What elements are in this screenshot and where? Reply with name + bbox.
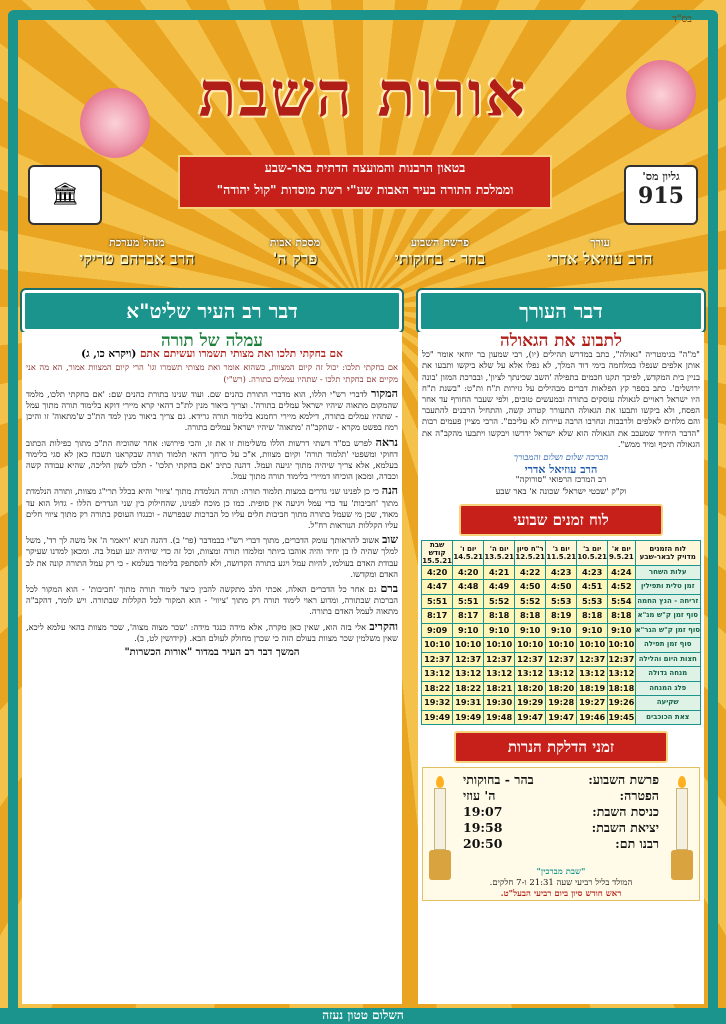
time-cell: 4:52 (608, 580, 635, 595)
weekly-times-table (421, 540, 701, 726)
time-cell: 10:10 (422, 638, 453, 653)
times-row (422, 623, 701, 638)
time-cell: 5:52 (515, 594, 546, 609)
candle-lighting-banner: זמני הדלקת הנרות (454, 731, 668, 763)
day-header: יום ג' 11.5.21 (546, 540, 577, 565)
times-row (422, 594, 701, 609)
signature-name: הרב עוזיאל אדרי (524, 463, 598, 477)
time-cell: 10:10 (608, 638, 635, 653)
times-row-label: סוף זמן ק"ש מג"א (635, 609, 700, 624)
time-cell: 12:37 (484, 652, 515, 667)
time-cell: 5:53 (577, 594, 608, 609)
editor-cell (520, 236, 680, 269)
time-cell: 18:22 (453, 681, 484, 696)
day-header: יום ב' 10.5.21 (577, 540, 608, 565)
times-row (422, 652, 701, 667)
time-cell: 12:37 (608, 652, 635, 667)
editor-column (418, 332, 704, 1004)
time-cell: 5:51 (453, 594, 484, 609)
continued-note: המשך דבר רב העיר במדור "אורות הכשרות" (124, 647, 300, 659)
time-cell: 9:10 (608, 623, 635, 638)
editor-article-title: לתבוע את הגאולה (500, 332, 622, 351)
time-cell: 4:50 (515, 580, 546, 595)
director-label: מנהל מערכת (109, 236, 165, 249)
time-cell: 9:10 (546, 623, 577, 638)
rabbi-column (22, 332, 402, 1004)
rosh-chodesh-text: ראש חודש סיון ביום רביעי הבעל"ט. (500, 889, 622, 900)
time-cell: 4:51 (577, 580, 608, 595)
times-row (422, 609, 701, 624)
article-paragraph: ברם גם אחר כל הדברים האלה, אכתי הלב מתקשה להבין כיצד לימוד תורה מתוך 'חביבות' - הוא המקור לכל הברכות שבתורה, ומדוע ראוי לימוד תורה רק מתוך 'ציווי' - הוא המקור לכל הקללות שבתורה. ויש לומר, דהקב"ה מתאוה לעמל האדם בתורה. (26, 582, 399, 617)
time-cell: 18:19 (577, 681, 608, 696)
time-cell: 18:18 (608, 681, 635, 696)
times-row (422, 667, 701, 682)
time-cell: 13:12 (577, 667, 608, 682)
time-cell: 12:37 (453, 652, 484, 667)
time-cell: 10:10 (515, 638, 546, 653)
time-cell: 18:20 (546, 681, 577, 696)
candle-icon (671, 776, 693, 886)
rabbi-article-title: עמלה של תורה (160, 332, 264, 351)
time-cell: 4:20 (453, 565, 484, 580)
time-cell: 4:48 (453, 580, 484, 595)
time-cell: 10:10 (546, 638, 577, 653)
times-row (422, 696, 701, 711)
time-cell: 9:10 (515, 623, 546, 638)
time-cell: 19:27 (577, 696, 608, 711)
times-row-label: מנחה גדולה (635, 667, 700, 682)
time-cell: 8:19 (546, 609, 577, 624)
time-cell: 4:50 (546, 580, 577, 595)
director-name: הרב אברהם טריקי (79, 249, 195, 268)
time-cell: 19:45 (608, 710, 635, 725)
rabbi-column-heading: דבר רב העיר שליט"א (22, 290, 402, 332)
day-header: יום ו' 14.5.21 (453, 540, 484, 565)
article-paragraph: הנה כי כן לפנינו שני גדרים במצות תלמוד תורה: תורה הנלמדת מתוך 'ציווי' והיא בכלל תרי"ג מצוות, ותורה הנלמדת מתוך 'חביבות' עד כדי עמל ויגיעה אין סופית. כמו כן מוכח לפנינו, שהחילוק בין שני הגדרים הללו - גדול הוא עד מאוד, שכן מי שעמל בתורה מתוך חביבות חלים עליו כל הברכות שבפרשה - וכנגדו העוסק בתורה רק מתוך ציווי חלים עליו הקללות הנוראות רח"ל. (26, 484, 398, 531)
times-row (422, 565, 701, 580)
parasha-label: פרשת השבוע (410, 236, 470, 249)
time-cell: 5:53 (546, 594, 577, 609)
time-cell: 19:30 (484, 696, 515, 711)
times-row-label: צאת הכוכבים (635, 710, 700, 725)
time-cell: 9:10 (484, 623, 515, 638)
weekly-times-banner: לוח זמנים שבועי (459, 504, 663, 536)
time-cell: 13:12 (546, 667, 577, 682)
time-cell: 9:10 (453, 623, 484, 638)
time-cell: 8:18 (608, 609, 635, 624)
time-cell: 19:47 (546, 710, 577, 725)
candle-lighting-box: פרשת השבוע: בהר - בחוקותי הפטרה: ה' עוזי כניסת השבת: 19:07 יציאת השבת: 19:58 רבנו תם: 20:50 "שבת מברכין" המולד בליל רביעי שעה 21:31 ו-7 חלקים. ראש חודש סיון ביום רביעי הבעל"ט. (422, 767, 700, 901)
time-cell: 19:49 (453, 710, 484, 725)
avot-label: מסכת אבות (269, 236, 321, 249)
time-cell: 12:37 (546, 652, 577, 667)
day-header: יום א' 9.5.21 (608, 540, 635, 565)
time-cell: 5:52 (484, 594, 515, 609)
time-cell: 19:26 (608, 696, 635, 711)
time-cell: 19:32 (422, 696, 453, 711)
times-header-row (422, 540, 701, 565)
times-row-label: עלות השחר (635, 565, 700, 580)
times-row (422, 638, 701, 653)
time-cell: 18:21 (484, 681, 515, 696)
time-cell: 13:12 (484, 667, 515, 682)
masthead-title: אורות השבת (198, 58, 528, 131)
signature-line-1: רב המרכז הרפואי "סורוקה" (515, 475, 607, 486)
parasha-cell (360, 236, 520, 269)
time-cell: 4:23 (577, 565, 608, 580)
time-cell: 13:12 (608, 667, 635, 682)
time-cell: 12:37 (577, 652, 608, 667)
time-cell: 5:51 (422, 594, 453, 609)
time-cell: 4:49 (484, 580, 515, 595)
times-row-label: זריחה - הנץ החמה (635, 594, 700, 609)
time-cell: 8:17 (453, 609, 484, 624)
verse-quote: אם בחקתי תלכו ואת מצותי תשמרו ועשיתם אתם (ויקרא כו, ג) (81, 348, 343, 361)
editor-label: עורך (590, 236, 610, 249)
time-cell: 10:10 (484, 638, 515, 653)
day-header: יום ה' 13.5.21 (484, 540, 515, 565)
times-header-cell: לוח הזמנים מדויק לבאר-שבע (635, 540, 700, 565)
times-row-label: שקיעה (635, 696, 700, 711)
times-row-label: סוף זמן תפילה (635, 638, 700, 653)
editor-article-body: "מ"ה" בגימטריה "גאולה", כתב במדרש תהילים (יו), רבי שמעון בר יוחאי אומר "כל אותן אלפים שנפלו במלחמה בימי דוד המלך, לא נפלו אלא על שלא ביקשו ותבעו את בניין בית המקדש, לפיכך תקנו חכמים בתפילה 'השב שכינתך לציון', ובברכת המזון 'בונה ירושלים'. כתב בספר קץ הפלאות דברים מבהילים על גזירות ת"ח ות"ט: "בשנת ת"ח היו ישראל ראויים לגאולה עוסקים בתורה ובמעשים טובים, ולפי שעבר החורף עד אחר הפסח, ולא ביקשו ותבעו את הגאולה התעורר קטרוג קשה, והתחיל הרבנים להתעבר והם מלחים לאלפים ולרבבות ונחרבו הרבה עיירות לא עליכם". הרבי מציין פעמים רבות "הדבר היחיד שמעכב את הגאולה הוא שלא ישראל ידרשו ויבקשו ויתבעו מהקב"ה את הגאולה תיכף ומיד ממש". (422, 349, 700, 449)
time-cell: 4:21 (484, 565, 515, 580)
info-bar (44, 236, 680, 280)
article-paragraph: המקור לדברי רש"י הללו, הוא מדברי התורת כהנים שם. ועוד שנינו בתורת כהנים שם: 'אם בחקתי תלכו, מלמד שהמקום מתאוה שיהיו ישראל עמלים בתורה'. וצריך ביאור מנין לת"כ דהאי קרא מיירי דוקא בלימוד תורה מתוך עמל - שתהיו עמלים בתורה, דילמא מיירי רחמנא בלימוד תורה גרידא. גם צריך ביאור מנין למד הת"כ ש'מתאוה' זו והיכן רמוז בפשט מקרא - שהקב"ה 'מתאוה' שיהיו ישראל עמלים בתורה. (26, 386, 398, 433)
time-cell: 9:09 (422, 623, 453, 638)
time-cell: 8:17 (422, 609, 453, 624)
time-cell: 19:49 (422, 710, 453, 725)
times-row (422, 681, 701, 696)
times-row-label: זמן טלית ותפילין (635, 580, 700, 595)
time-cell: 10:10 (577, 638, 608, 653)
times-row-label: חצות היום והלילה (635, 652, 700, 667)
time-cell: 9:10 (577, 623, 608, 638)
time-cell: 4:22 (515, 565, 546, 580)
avot-name: פרק ה' (272, 249, 318, 268)
times-row-label: פלג המנחה (635, 681, 700, 696)
time-cell: 8:18 (577, 609, 608, 624)
times-row (422, 580, 701, 595)
time-cell: 13:12 (422, 667, 453, 682)
bsd-mark: בס"ד (672, 14, 692, 25)
time-cell: 4:23 (546, 565, 577, 580)
day-header: שבת קודש 15.5.21 (422, 540, 452, 565)
avot-cell (230, 236, 360, 269)
day-header: ר"ח סיון 12.5.21 (515, 540, 546, 565)
time-cell: 4:47 (422, 580, 453, 595)
issue-number: 915 (638, 183, 684, 209)
time-cell: 19:47 (515, 710, 546, 725)
molad-note (463, 867, 659, 901)
times-body (422, 565, 701, 725)
issue-label: גליון מס' (642, 170, 680, 183)
time-cell: 19:29 (515, 696, 546, 711)
molad-text: המולד בליל רביעי שעה 21:31 ו-7 חלקים. (489, 877, 633, 888)
mevarchim-label: "שבת מברכין" (536, 866, 586, 877)
time-cell: 19:31 (453, 696, 484, 711)
time-cell: 18:20 (515, 681, 546, 696)
time-cell: 4:24 (608, 565, 635, 580)
time-cell: 10:10 (453, 638, 484, 653)
time-cell: 19:28 (546, 696, 577, 711)
time-cell: 18:22 (422, 681, 453, 696)
article-paragraph: נראה לפרש בס"ד דשתי דרשות הללו משלימות זו את זו, והכי פירושו: אחר שהוכיח הת"כ מתוך כפילות הכתוב דחוקי ומשפטי 'תלמוד תורה' וקיום מצוות, א"כ על כרחך דהאי תלמוד תורה שבקראנו תשכח כאן לא סגי בלימוד בעלמא, אלא צריך שיהיה מתוך יגיעה ועמל. דהנה כתיב 'אם בחקתי תלכו' - תלכו לשון הליכה, שהיא עבודה קשה וכבדה, ומכאן הוכיחו דמיירי בלימוד תורה מתוך עמל. (26, 435, 399, 482)
publisher-ribbon (178, 155, 552, 209)
times-row (422, 710, 701, 725)
issue-number-box (624, 165, 698, 225)
time-cell: 13:12 (453, 667, 484, 682)
article-paragraph: שוב אשוב להראותך עומק הדברים, מתוך דברי רש"י בבמדבר (פר' ב). דהנה תניא 'ויאמר ה' אל משה לך רד', משל למלך שהיה לו בן יחיד והיה אוהבו ביותר ומלמדו תורה ומצוות, וכל זה כדי שיהיה יגע ועמל בה. ומכאן למדנו שעיקר עבודת האדם בעולמו, להיות עמל ויגע בתורה הקדושה, ולא להסתפק בלימוד בעלמא - כי רק עמל התורה קונה את לב האדם ומקדשו. (26, 533, 399, 579)
time-cell: 19:48 (484, 710, 515, 725)
publisher-line-2: וממלכת התורה בעיר האבות שע"י רשת מוסדות "קול יהודה" (216, 182, 514, 197)
institution-logo-icon: 🏛 (28, 165, 102, 225)
rashi-intro: אם בחקתי תלכו: יכול זה קיום המצוות, כשהוא אומר ואת מצותי תשמרו וגו' הרי קיום המצוות אמור, הא מה אני מקיים אם בחקתי תלכו - שתהיו עמלים בתורה. (רש"י) (26, 362, 398, 384)
editor-name: הרב עוזיאל אדרי (547, 249, 653, 268)
publisher-line-1: בטאון הרבנות והמועצה הדתית באר-שבע (264, 160, 466, 175)
director-cell (44, 236, 230, 269)
bottom-strip: השלום טטון נעזה (0, 1008, 726, 1024)
signature-line-2: וק"ק 'שבטי ישראל' שכונה א' באר שבע (495, 486, 627, 497)
time-cell: 4:20 (422, 565, 453, 580)
time-cell: 8:18 (515, 609, 546, 624)
time-cell: 19:46 (577, 710, 608, 725)
editor-signature (418, 453, 704, 498)
parasha-name: בהר - בחוקותי (394, 249, 486, 268)
times-row-label: סוף זמן ק"ש הגר"א (635, 623, 700, 638)
time-cell: 13:12 (515, 667, 546, 682)
time-cell: 12:37 (515, 652, 546, 667)
candle-icon (429, 776, 451, 886)
time-cell: 12:37 (422, 652, 453, 667)
time-cell: 5:54 (608, 594, 635, 609)
editor-column-heading: דבר העורך (418, 290, 704, 332)
signature-prefix: הברכה שלום ושלום והמבורך (513, 453, 609, 464)
article-paragraph: והקריב אלי בזה הוא, שאין כאן מקרה, אלא מידה כנגד מידה: 'שכר מצוה מצוה', שכר מצוות בהאי עלמא ליכא, שאין משלמין שכר מצוות בעולם הזה כי שכרן מחולק לעולם הבא. (קידושין לט, ב). (26, 619, 398, 643)
time-cell: 8:18 (484, 609, 515, 624)
